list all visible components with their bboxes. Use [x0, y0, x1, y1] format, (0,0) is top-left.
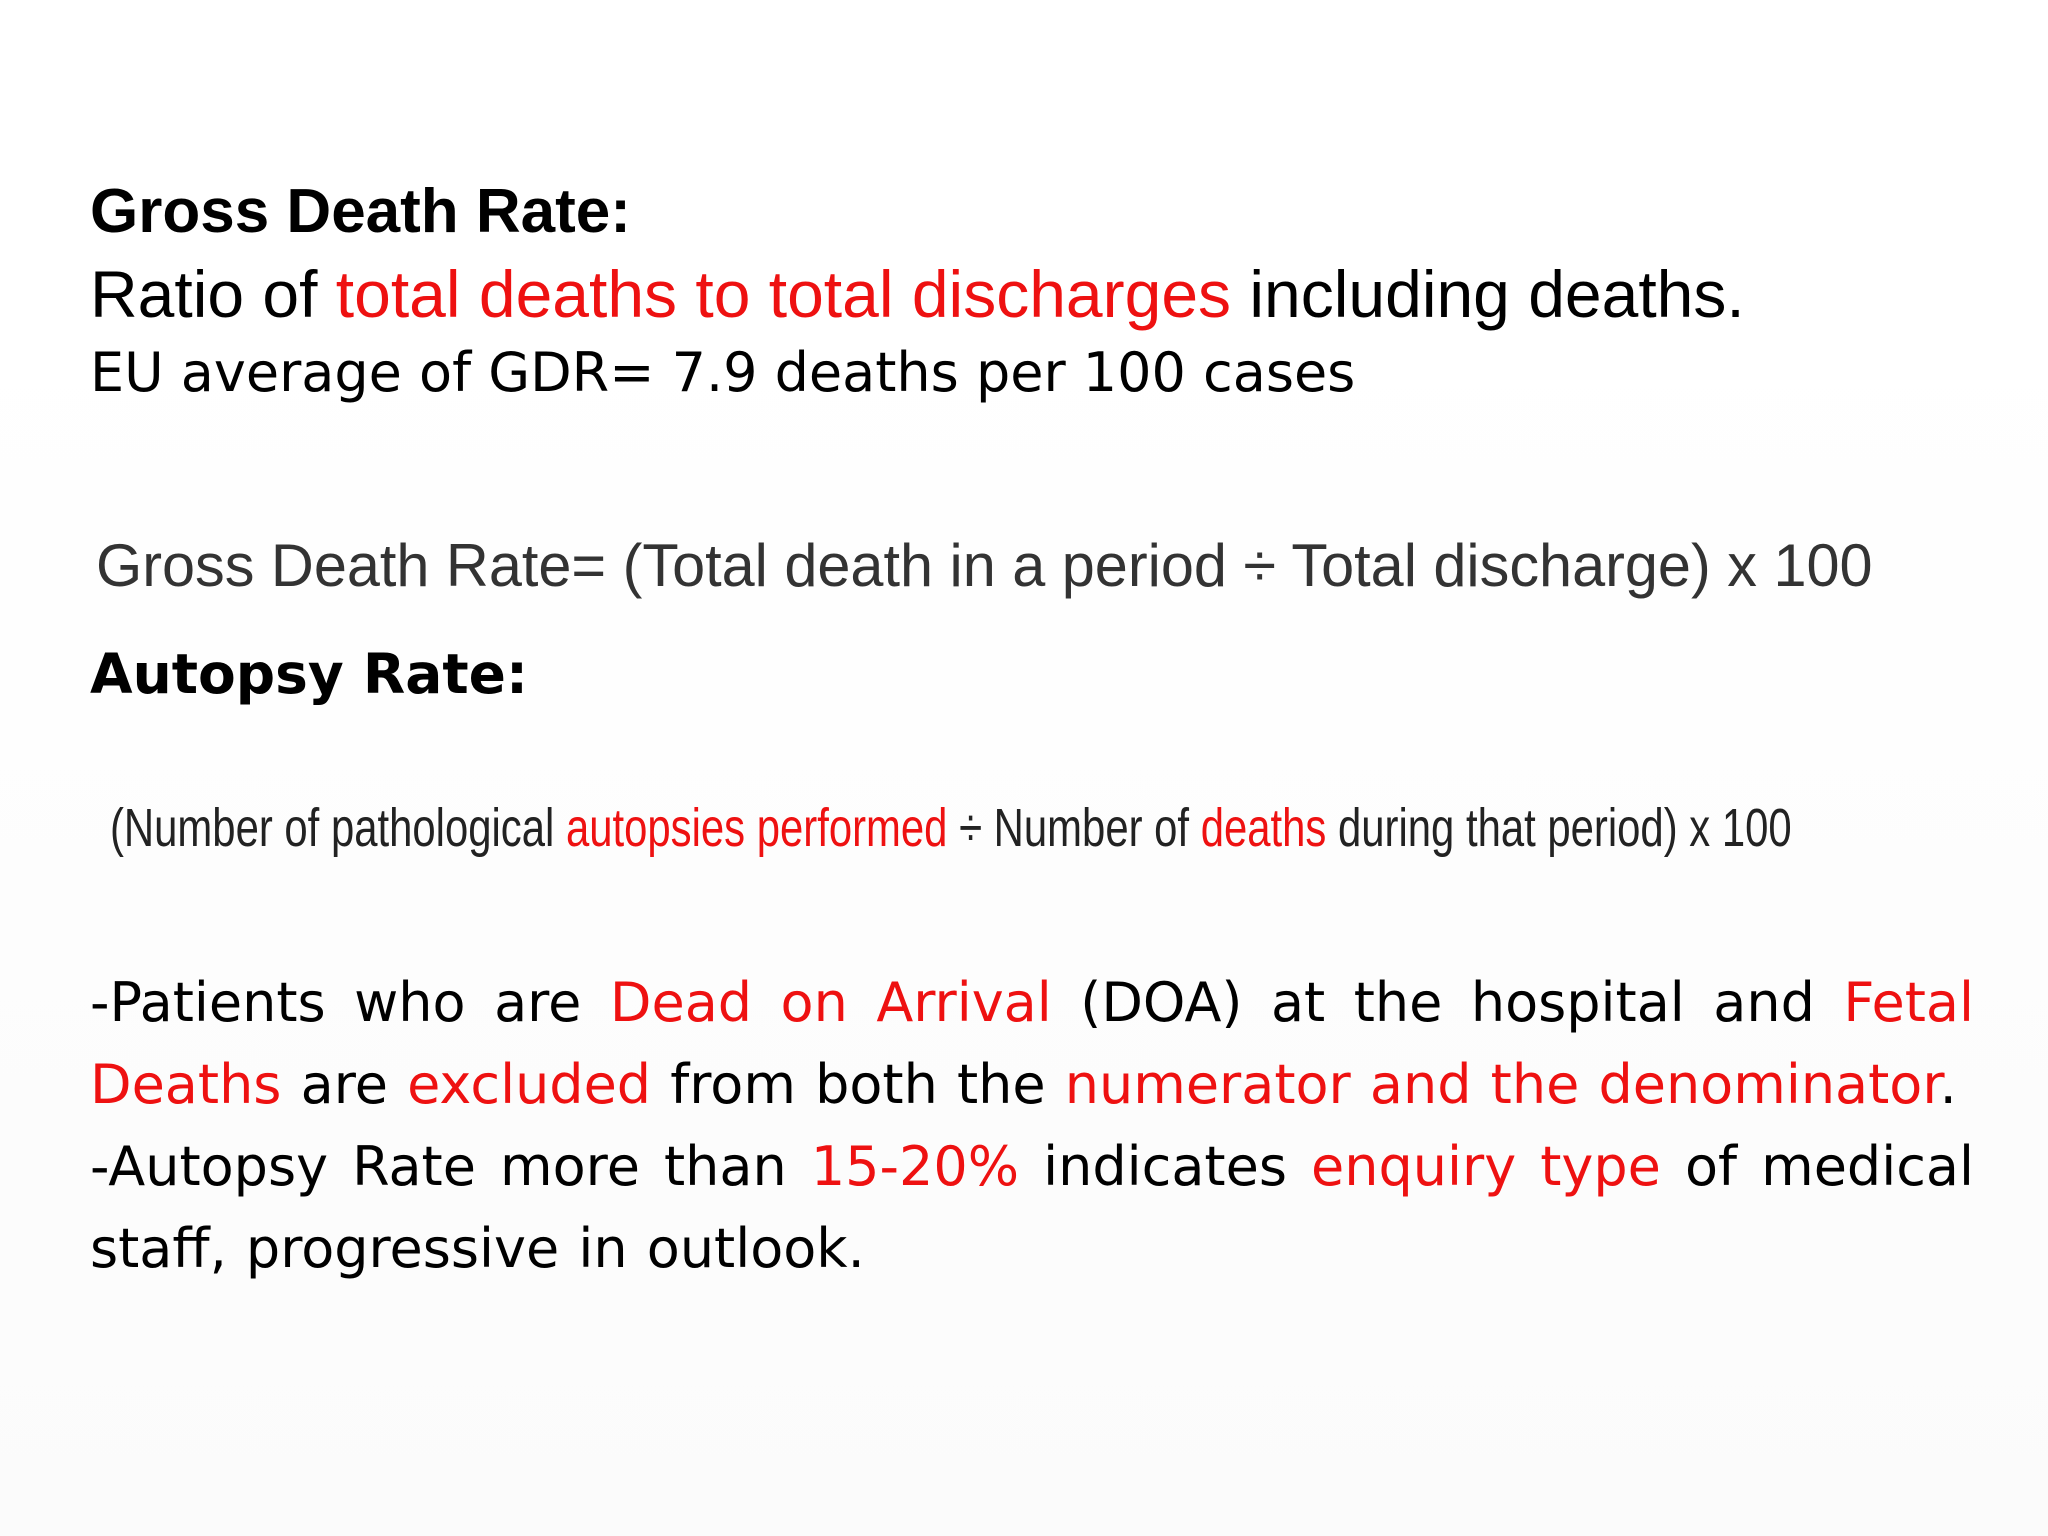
note-doa-exclusion [90, 962, 1974, 1126]
definition-suffix: including deaths. [1231, 257, 1745, 331]
note1-text: . [1939, 1053, 1957, 1116]
formula-highlight-autopsies: autopsies performed [565, 798, 948, 858]
note1-text: -Patients who are [90, 971, 610, 1034]
note1-highlight: excluded [407, 1053, 652, 1116]
definition-highlight: total deaths to total discharges [335, 257, 1232, 331]
note-autopsy-threshold [90, 1126, 1974, 1290]
formula-part-3: during that period) x 100 [1326, 798, 1792, 858]
note2-text: indicates [1019, 1135, 1312, 1198]
definition-prefix: Ratio of [90, 257, 336, 331]
autopsy-rate-heading: Autopsy Rate: [90, 642, 528, 706]
notes-block [90, 962, 1974, 1290]
gross-death-rate-definition [90, 256, 1745, 332]
formula-part-1: (Number of pathological [110, 798, 566, 858]
note2-highlight: 15-20% [810, 1135, 1020, 1198]
note2-text: of medical staff, progressive in outlook. [90, 1135, 1974, 1280]
note1-text: from both the [651, 1053, 1065, 1116]
note2-highlight: enquiry type [1311, 1135, 1661, 1198]
note2-text: -Autopsy Rate more than [90, 1135, 811, 1198]
eu-average-gdr: EU average of GDR= 7.9 deaths per 100 cases [90, 341, 1356, 404]
note1-highlight: Dead on Arrival [609, 971, 1052, 1034]
formula-part-2: ÷ Number of [947, 798, 1201, 858]
gross-death-rate-formula: Gross Death Rate= (Total death in a period ÷ Total discharge) x 100 [96, 532, 1873, 599]
gross-death-rate-heading: Gross Death Rate: [90, 177, 631, 246]
note1-highlight: Fetal Deaths [90, 971, 1974, 1116]
note1-text: (DOA) at the hospital and [1051, 971, 1844, 1034]
autopsy-rate-formula [110, 792, 1792, 864]
note1-text: are [281, 1053, 408, 1116]
note1-highlight: numerator and the denominator [1064, 1053, 1940, 1116]
formula-highlight-deaths: deaths [1200, 798, 1327, 858]
